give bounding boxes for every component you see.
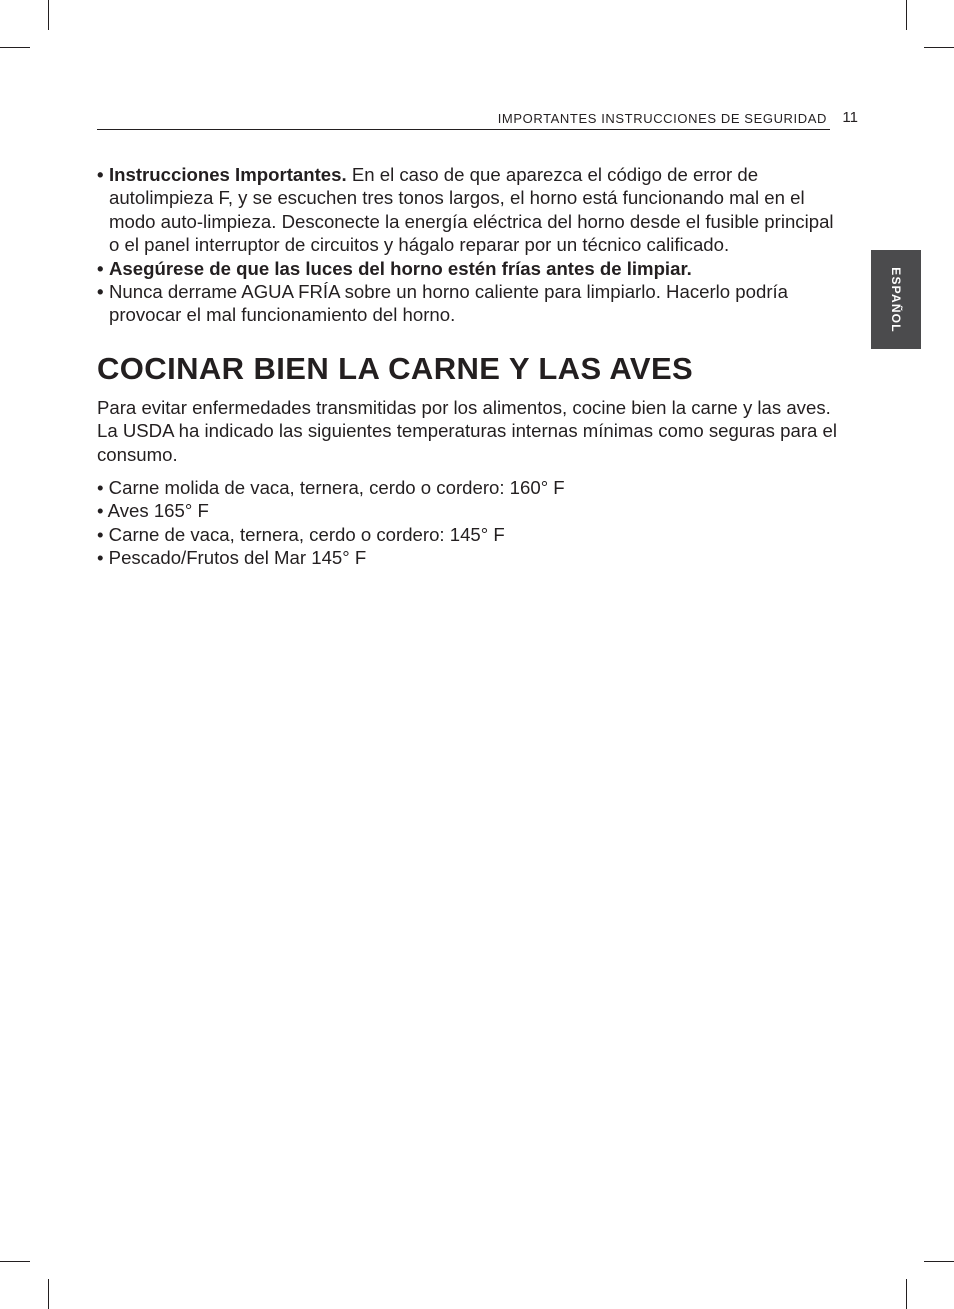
list-item bbox=[97, 257, 849, 280]
bullet: • bbox=[97, 281, 104, 303]
bullet: • bbox=[97, 257, 104, 279]
list-item: • Carne de vaca, ternera, cerdo o cordero: 145° F bbox=[97, 523, 505, 545]
section-title: COCINAR BIEN LA CARNE Y LAS AVES bbox=[97, 350, 694, 386]
crop-mark bbox=[924, 1261, 954, 1262]
crop-mark bbox=[906, 0, 907, 30]
bullet: • bbox=[97, 164, 104, 185]
bullet-text: En el caso de que aparezca el código de error de autolimpieza F, y se escuchen tres tonos largos, el horno está funcionando mal en el modo auto-limpieza. Desconecte la energía eléctrica del horno desde el fusible principal o el panel interruptor de circuitos y hágalo reparar por un técnico calificado. bbox=[109, 164, 834, 256]
crop-mark bbox=[924, 47, 954, 48]
list-item: • Pescado/Frutos del Mar 145° F bbox=[97, 547, 367, 569]
header-title: IMPORTANTES INSTRUCCIONES DE SEGURIDAD bbox=[497, 111, 827, 126]
bullet-lead: Instrucciones Importantes. bbox=[109, 164, 347, 185]
temperature-list bbox=[97, 476, 849, 570]
section-intro: Para evitar enfermedades transmitidas por los alimentos, cocine bien la carne y las aves. La USDA ha indicado las siguientes temperaturas internas mínimas como seguras para el consumo. bbox=[97, 396, 837, 465]
safety-bullets bbox=[97, 163, 849, 327]
crop-mark bbox=[906, 1279, 907, 1309]
page-header bbox=[97, 108, 858, 130]
language-tab-label: ESPAÑOL bbox=[889, 266, 903, 333]
bullet-text: Nunca derrame AGUA FRÍA sobre un horno caliente para limpiarlo. Hacerlo podría provocar el mal funcionamiento del horno. bbox=[109, 281, 789, 326]
crop-mark bbox=[0, 47, 30, 48]
bullet-lead: Asegúrese de que las luces del horno estén frías antes de limpiar. bbox=[109, 257, 692, 279]
list-item bbox=[97, 163, 849, 257]
list-item: • Carne molida de vaca, ternera, cerdo o cordero: 160° F bbox=[97, 477, 565, 499]
list-item: • Aves 165° F bbox=[97, 500, 209, 522]
page-number: 11 bbox=[842, 109, 858, 126]
language-tab bbox=[871, 250, 921, 349]
page-content bbox=[97, 163, 849, 570]
header-rule bbox=[97, 129, 830, 130]
crop-mark bbox=[48, 1279, 49, 1309]
list-item bbox=[97, 280, 849, 327]
crop-mark bbox=[48, 0, 49, 30]
crop-mark bbox=[0, 1261, 30, 1262]
